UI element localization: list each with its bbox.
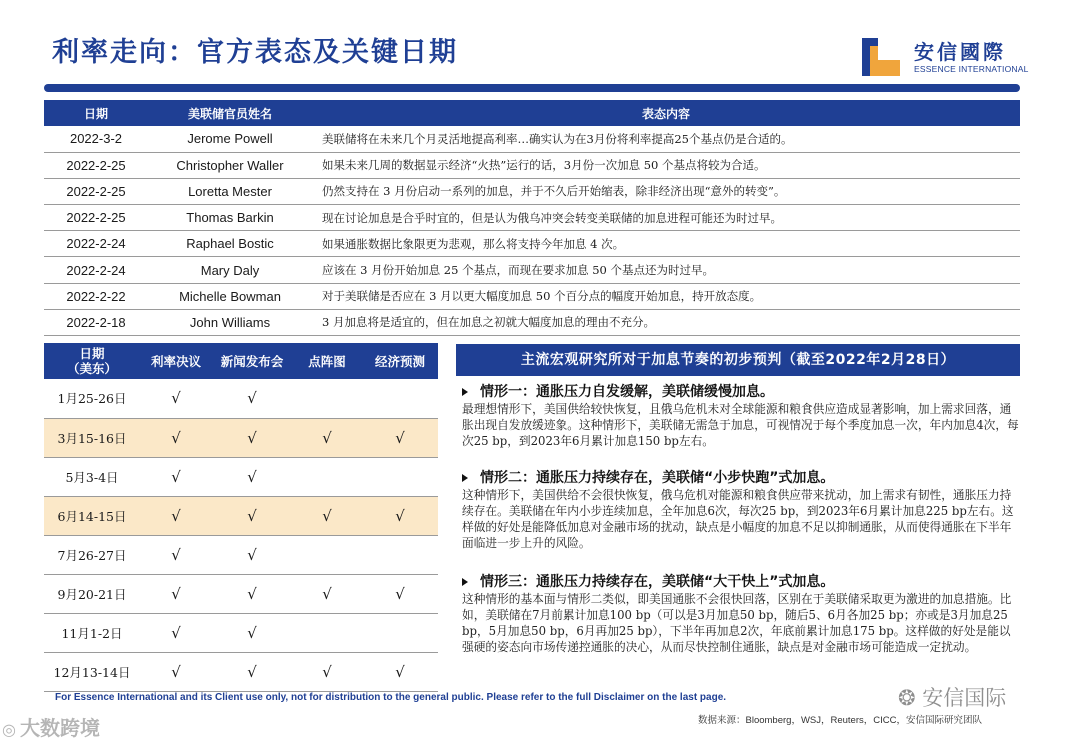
official-row	[44, 126, 1020, 152]
official-statement: 仍然支持在 3 月份启动一系列的加息，并于不久后开始缩表，除非经济出现“意外的转变”。	[312, 178, 1020, 204]
bullet-triangle-icon	[462, 578, 468, 586]
calendar-row	[44, 535, 438, 574]
official-statement: 美联储将在未来几个月灵活地提高利率…确实认为在3月份将利率提高25个基点仍是合适的。	[312, 126, 1020, 152]
check-rate: √	[140, 613, 212, 652]
officials-header-row	[44, 100, 1020, 126]
official-row	[44, 309, 1020, 335]
check-press: √	[212, 457, 292, 496]
official-date: 2022-2-22	[44, 283, 148, 309]
calendar-row	[44, 496, 438, 535]
calendar-header-row	[44, 343, 438, 379]
official-name: Raphael Bostic	[148, 231, 312, 257]
scenarios-header: 主流宏观研究所对于加息节奏的初步预判（截至2022年2月28日）	[456, 344, 1020, 376]
meeting-date: 11月1-2日	[44, 613, 140, 652]
corner-watermark-text: 大数跨境	[19, 716, 100, 740]
cal-header-projections: 经济预测	[362, 343, 438, 379]
scenario-3-title	[462, 571, 834, 591]
check-dots	[292, 457, 362, 496]
calendar-row	[44, 574, 438, 613]
check-proj	[362, 457, 438, 496]
corner-watermark	[2, 712, 100, 741]
check-rate: √	[140, 574, 212, 613]
official-row	[44, 178, 1020, 204]
scenario-1-title	[462, 381, 774, 401]
check-dots	[292, 379, 362, 418]
scenario-2-title-text: 情形二：通胀压力持续存在，美联储“小步快跑”式加息。	[480, 470, 835, 486]
official-name: Thomas Barkin	[148, 205, 312, 231]
check-dots: √	[292, 574, 362, 613]
official-name: Loretta Mester	[148, 178, 312, 204]
cal-header-rate: 利率决议	[140, 343, 212, 379]
company-logo	[862, 34, 1032, 80]
check-rate: √	[140, 418, 212, 457]
meeting-date: 6月14-15日	[44, 496, 140, 535]
bullet-triangle-icon	[462, 474, 468, 482]
official-row	[44, 152, 1020, 178]
calendar-row	[44, 652, 438, 691]
calendar-row	[44, 613, 438, 652]
check-press: √	[212, 613, 292, 652]
check-proj	[362, 613, 438, 652]
check-proj: √	[362, 574, 438, 613]
official-statement: 如果通胀数据比象限更为悲观，那么将支持今年加息 4 次。	[312, 231, 1020, 257]
check-dots	[292, 613, 362, 652]
cal-header-press: 新闻发布会	[212, 343, 292, 379]
official-name: John Williams	[148, 309, 312, 335]
col-header-official: 美联储官员姓名	[148, 100, 312, 126]
scenario-1-body: 最理想情形下，美国供给较快恢复，且俄乌危机未对全球能源和粮食供应造成显著影响，加上需求回落，通胀出现自发放缓迹象。这种情形下，美联储无需急于加息，可视情况于每个季度加息一次，年内加息4次，每次25 bp，到2023年6月累计加息150 bp左右。	[462, 402, 1019, 448]
meeting-date: 3月15-16日	[44, 418, 140, 457]
meeting-date: 5月3-4日	[44, 457, 140, 496]
cal-header-dots: 点阵图	[292, 343, 362, 379]
col-header-date: 日期	[44, 100, 148, 126]
scenario-2-title	[462, 467, 834, 487]
data-source: 数据来源：Bloomberg，WSJ，Reuters，CICC，安信国际研究团队	[698, 715, 982, 726]
cal-header-date-sub: （美东）	[66, 361, 117, 376]
fomc-calendar-table	[44, 343, 438, 692]
page-title: 利率走向：官方表态及关键日期	[52, 37, 458, 68]
check-rate: √	[140, 535, 212, 574]
disclaimer-text: For Essence International and its Client use only, not for distribution to the general public. Please refer to the full Disclaimer on the last page.	[55, 692, 727, 703]
calendar-row	[44, 418, 438, 457]
scenario-3-body: 这种情形的基本面与情形二类似，即美国通胀不会很快回落，区别在于美联储采取更为激进的加息措施。比如，美联储在7月前累计加息100 bp（可以是3月加息50 bp，随后5、6月各加25 bp；亦或是3月加息25 bp，5月加息50 bp，6月再加25 bp），下半年再加息2次，年底前累计加息175 bp。这样做的好处是能以强硬的姿态向市场传递控通胀的决心，从而尽快控制住通胀，缺点是对金融市场可能造成一定扰动。	[462, 592, 1012, 654]
official-statement: 如果未来几周的数据显示经济“火热”运行的话，3月份一次加息 50 个基点将较为合适。	[312, 152, 1020, 178]
logo-icon: ◎	[2, 720, 16, 739]
official-name: Mary Daly	[148, 257, 312, 283]
check-press: √	[212, 535, 292, 574]
calendar-row	[44, 379, 438, 418]
bullet-triangle-icon	[462, 388, 468, 396]
official-name: Christopher Waller	[148, 152, 312, 178]
meeting-date: 7月26-27日	[44, 535, 140, 574]
check-proj: √	[362, 496, 438, 535]
check-dots: √	[292, 652, 362, 691]
scenario-2-body: 这种情形下，美国供给不会很快恢复，俄乌危机对能源和粮食供应带来扰动，加上需求有韧性，通胀压力持续存在。美联储在年内小步连续加息，全年加息6次，每次25 bp，到2023年6月累计加息225 bp左右。这样做的好处是能降低加息对金融市场的扰动，缺点是小幅度的加息不足以抑制通胀，从而使得通胀在下半年面临进一步上升的风险。	[462, 488, 1014, 550]
official-statement: 应该在 3 月份开始加息 25 个基点，而现在要求加息 50 个基点还为时过早。	[312, 257, 1020, 283]
calendar-row	[44, 457, 438, 496]
official-row	[44, 231, 1020, 257]
cal-header-date-label: 日期	[79, 346, 105, 361]
check-press: √	[212, 379, 292, 418]
col-header-statement: 表态内容	[312, 100, 1020, 126]
check-proj: √	[362, 418, 438, 457]
check-dots	[292, 535, 362, 574]
logo-mark-icon	[862, 38, 902, 76]
official-name: Jerome Powell	[148, 126, 312, 152]
official-row	[44, 283, 1020, 309]
official-date: 2022-2-25	[44, 205, 148, 231]
wechat-icon: ❂	[898, 686, 916, 710]
check-press: √	[212, 652, 292, 691]
official-date: 2022-2-25	[44, 178, 148, 204]
meeting-date: 9月20-21日	[44, 574, 140, 613]
check-press: √	[212, 418, 292, 457]
check-rate: √	[140, 379, 212, 418]
check-proj: √	[362, 652, 438, 691]
check-press: √	[212, 574, 292, 613]
official-date: 2022-2-25	[44, 152, 148, 178]
officials-table	[44, 100, 1020, 336]
check-dots: √	[292, 496, 362, 535]
scenario-3-title-text: 情形三：通胀压力持续存在，美联储“大干快上”式加息。	[480, 574, 835, 590]
check-rate: √	[140, 457, 212, 496]
check-rate: √	[140, 496, 212, 535]
official-statement: 对于美联储是否应在 3 月以更大幅度加息 50 个百分点的幅度开始加息，持开放态度。	[312, 283, 1020, 309]
logo-cn-text: 安信國際	[914, 40, 1006, 64]
wechat-watermark-text: 安信国际	[922, 686, 1007, 710]
logo-en-text: ESSENCE INTERNATIONAL	[914, 64, 1029, 74]
wechat-watermark	[898, 682, 1006, 712]
check-proj	[362, 535, 438, 574]
check-press: √	[212, 496, 292, 535]
official-statement: 现在讨论加息是合乎时宜的，但是认为俄乌冲突会转变美联储的加息进程可能还为时过早。	[312, 205, 1020, 231]
meeting-date: 1月25-26日	[44, 379, 140, 418]
official-date: 2022-2-18	[44, 309, 148, 335]
official-date: 2022-2-24	[44, 231, 148, 257]
check-proj	[362, 379, 438, 418]
official-statement: 3 月加息将是适宜的，但在加息之初就大幅度加息的理由不充分。	[312, 309, 1020, 335]
check-dots: √	[292, 418, 362, 457]
scenario-1-title-text: 情形一：通胀压力自发缓解，美联储缓慢加息。	[480, 384, 774, 400]
meeting-date: 12月13-14日	[44, 652, 140, 691]
official-date: 2022-3-2	[44, 126, 148, 152]
check-rate: √	[140, 652, 212, 691]
official-date: 2022-2-24	[44, 257, 148, 283]
official-row	[44, 205, 1020, 231]
official-name: Michelle Bowman	[148, 283, 312, 309]
cal-header-date	[44, 343, 140, 379]
official-row	[44, 257, 1020, 283]
title-divider	[44, 84, 1020, 92]
